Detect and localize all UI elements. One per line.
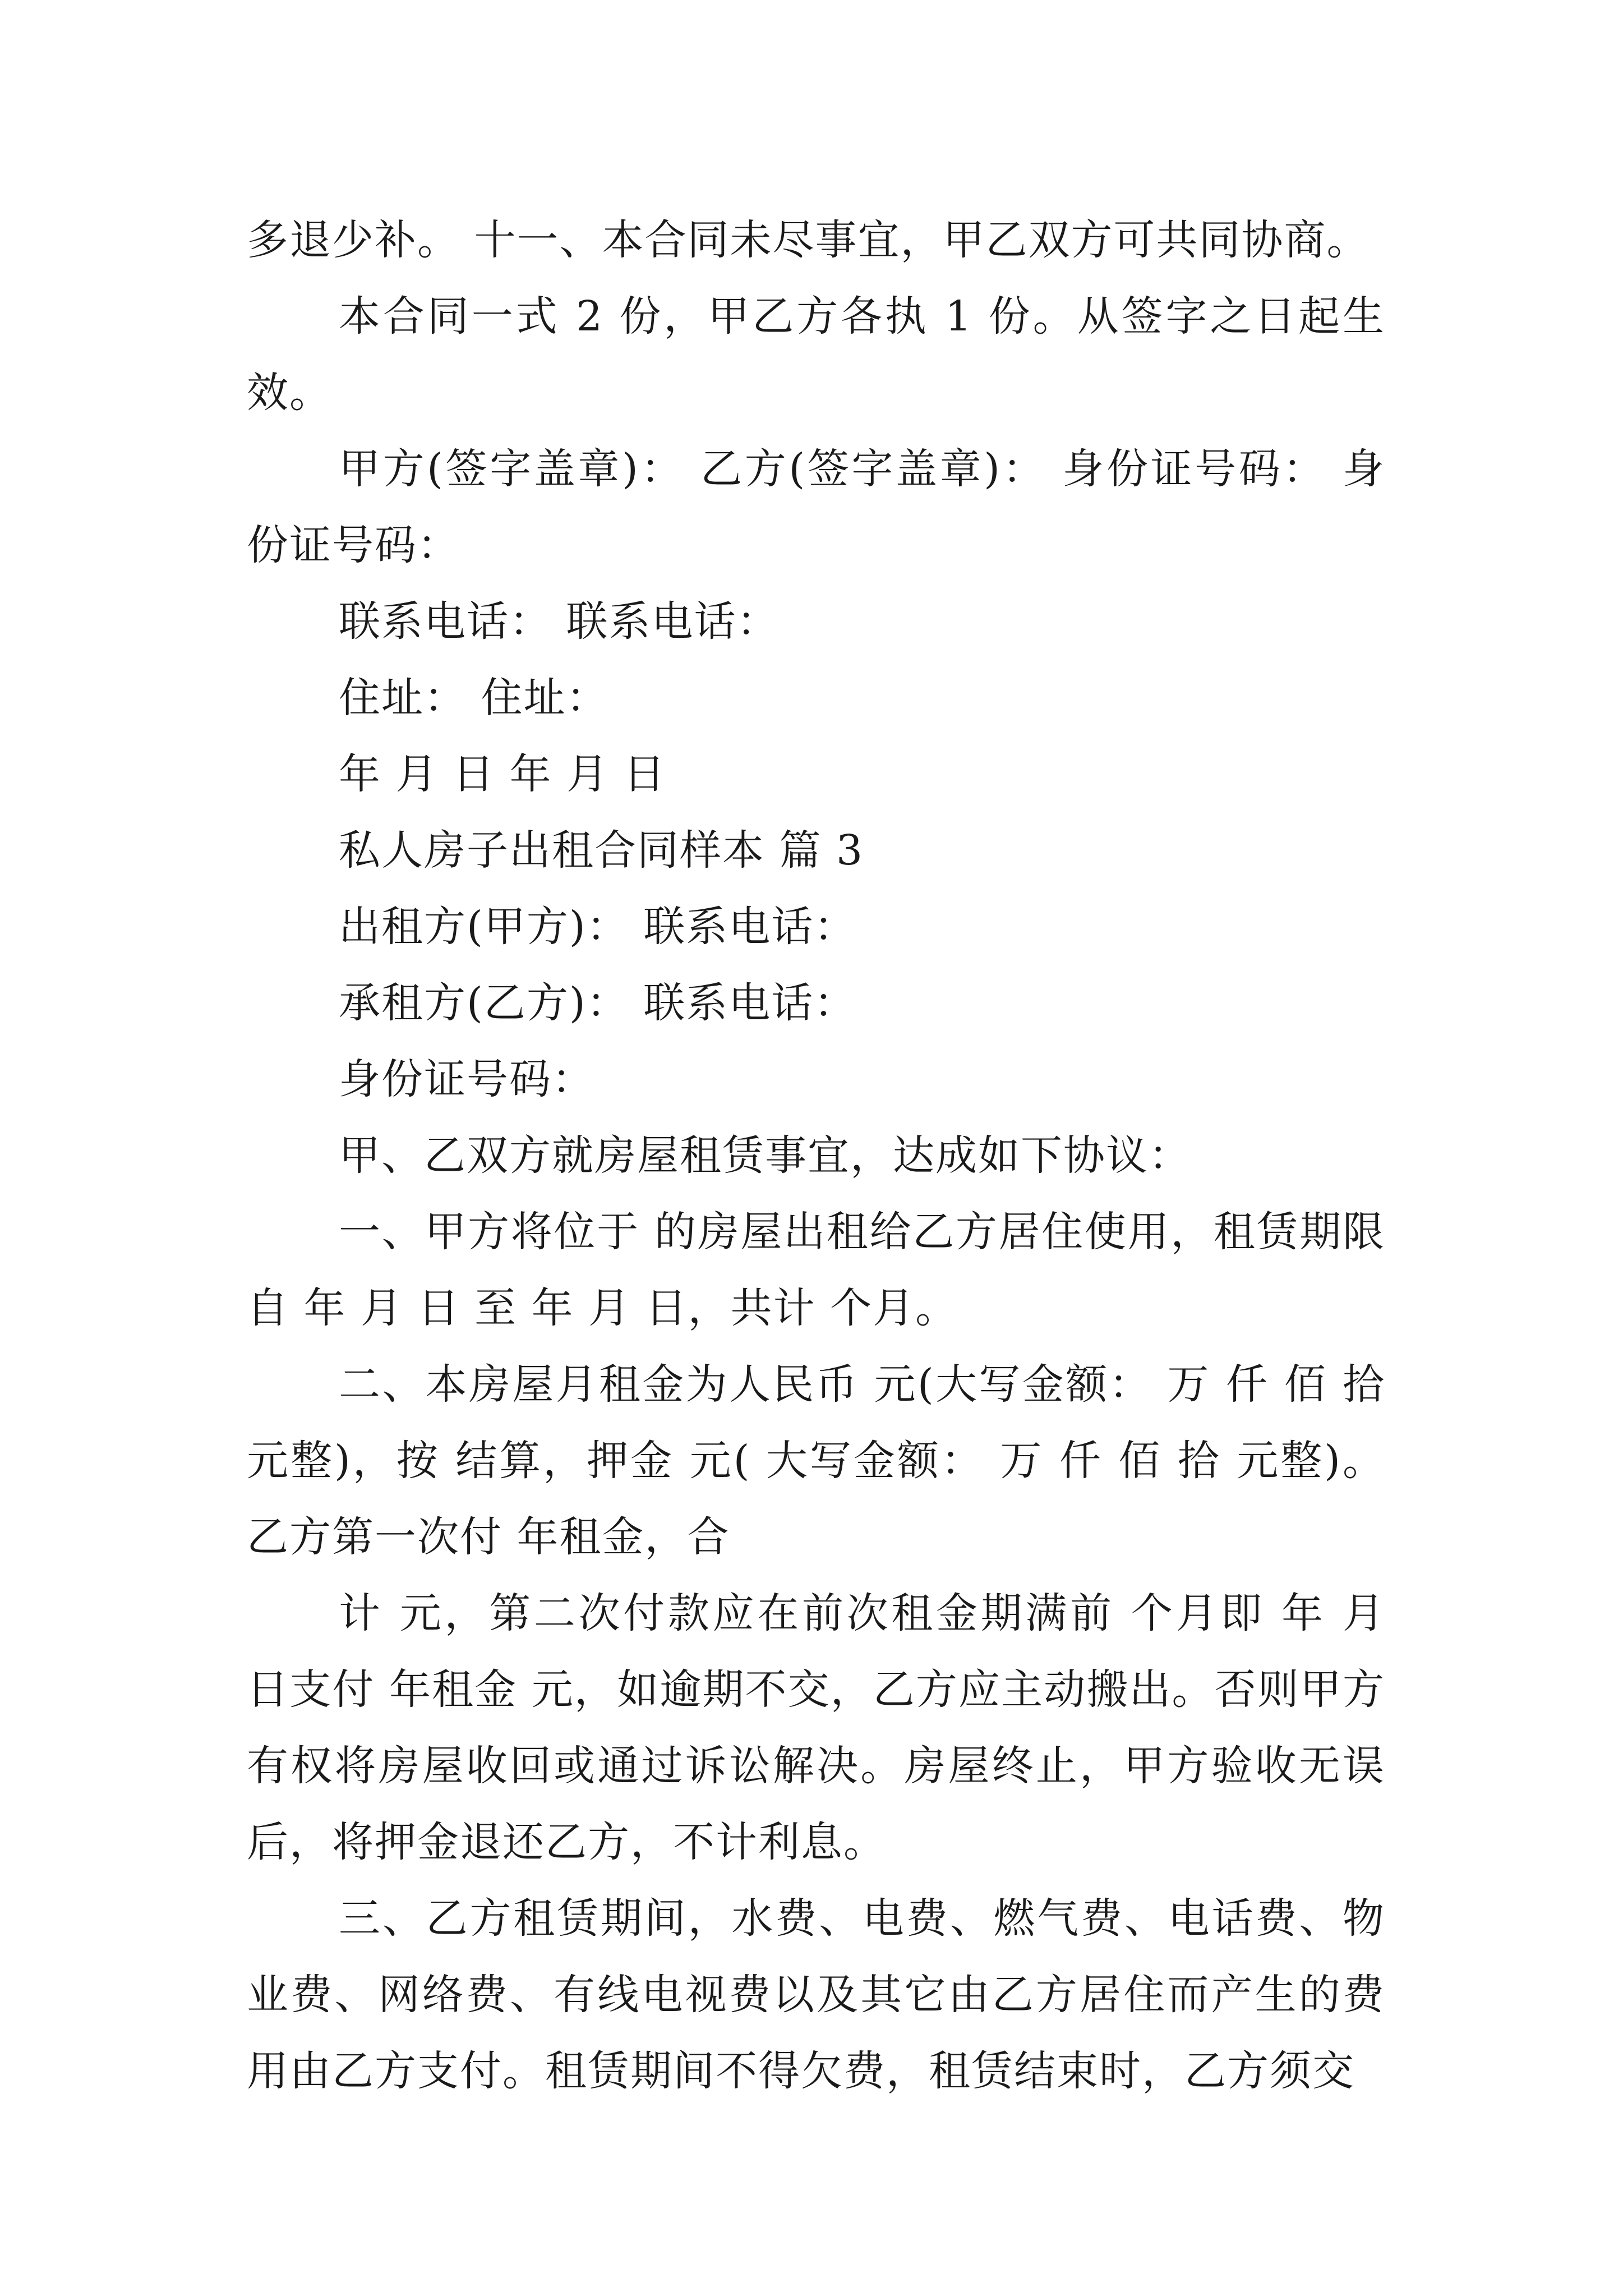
document-body [247, 202, 1385, 2109]
paragraph: 本合同一式 2 份，甲乙方各执 1 份。从签字之日起生效。 [247, 292, 1385, 417]
paragraph: 一、甲方将位于 的房屋出租给乙方居住使用，租赁期限自 年 月 日 至 年 月 日，共计 个月。 [247, 1208, 1385, 1332]
paragraph: 三、乙方租赁期间，水费、电费、燃气费、电话费、物业费、网络费、有线电视费以及其它由乙方居住而产生的费用由乙方支付。租赁期间不得欠费，租赁结束时，乙方须交 [247, 1894, 1385, 2095]
paragraph: 承租方(乙方)： 联系电话： [339, 979, 857, 1027]
paragraph: 甲方(签字盖章)： 乙方(签字盖章)： 身份证号码： 身份证号码： [247, 445, 1385, 569]
paragraph: 身份证号码： [339, 1055, 594, 1103]
section-heading: 私人房子出租合同样本 篇 3 [339, 826, 864, 875]
paragraph: 多退少补。 十一、本合同未尽事宜，甲乙双方可共同协商。 [247, 216, 1370, 264]
paragraph: 住址： 住址： [339, 674, 609, 722]
paragraph: 甲、乙双方就房屋租赁事宜，达成如下协议： [339, 1131, 1191, 1180]
paragraph: 计 元，第二次付款应在前次租金期满前 个月即 年 月 日支付 年租金 元，如逾期不交，乙方应主动搬出。否则甲方有权将房屋收回或通过诉讼解决。房屋终止，甲方验收无误后，将押金退还乙方，不计利息。 [247, 1589, 1385, 1866]
paragraph: 联系电话： 联系电话： [339, 597, 780, 646]
paragraph: 出租方(甲方)： 联系电话： [339, 903, 857, 951]
paragraph: 年 月 日 年 月 日 [339, 750, 666, 798]
paragraph: 二、本房屋月租金为人民币 元(大写金额： 万 仟 佰 拾 元整)，按 结算，押金 元( 大写金额： 万 仟 佰 拾 元整)。乙方第一次付 年租金，合 [247, 1360, 1385, 1561]
